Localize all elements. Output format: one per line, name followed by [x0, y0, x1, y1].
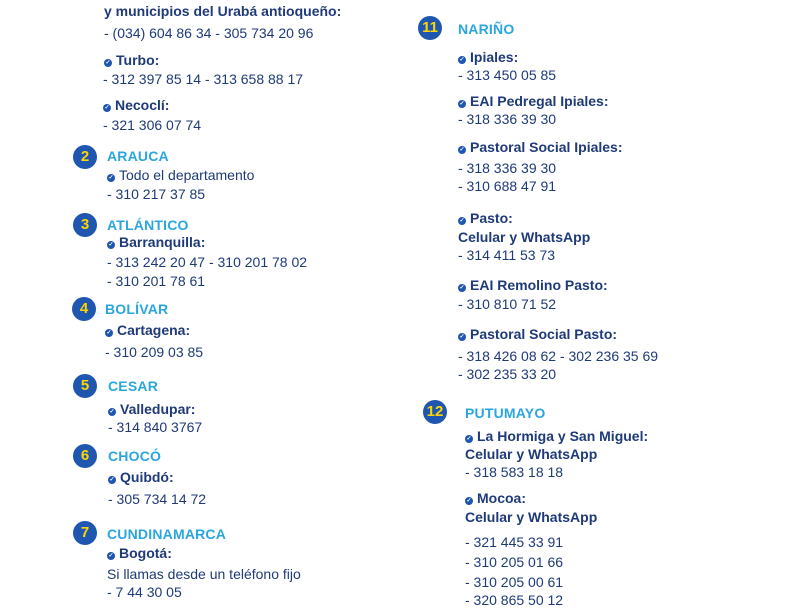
- pasto-phone: - 314 411 53 73: [458, 247, 556, 263]
- arauca-phone: - 310 217 37 85: [107, 186, 206, 202]
- putumayo-title: PUTUMAYO: [465, 405, 546, 421]
- section-number-badge: 11: [418, 16, 442, 40]
- cartagena-label: [105, 322, 190, 338]
- quibdo-label: [108, 469, 174, 485]
- arauca-title: ARAUCA: [107, 148, 169, 164]
- pasto-label-text: Pasto:: [470, 210, 513, 226]
- pastoral-pasto-label: [458, 326, 617, 342]
- remolino-label: [458, 277, 608, 293]
- check-circle-icon: ✓: [459, 285, 465, 291]
- remolino-label-text: EAI Remolino Pasto:: [470, 277, 608, 293]
- cundinamarca-note: Si llamas desde un teléfono fijo: [107, 566, 301, 582]
- hormiga-sub: Celular y WhatsApp: [465, 446, 598, 462]
- mocoa-phone-4: - 320 865 50 12: [465, 592, 564, 608]
- pastoral-pasto-phone-1: - 318 426 08 62 - 302 236 35 69: [458, 348, 659, 364]
- atlantico-title: ATLÁNTICO: [107, 217, 189, 233]
- uraba-title: y municipios del Urabá antioqueño:: [104, 3, 342, 19]
- ipiales-label-text: Ipiales:: [470, 49, 519, 65]
- valledupar-label-text: Valledupar:: [120, 401, 196, 417]
- pedregal-label: [458, 93, 609, 109]
- choco-title: CHOCÓ: [108, 448, 162, 464]
- necocli-label: [103, 97, 169, 113]
- pastoral-ipiales-label-text: Pastoral Social Ipiales:: [470, 139, 623, 155]
- pastoral-ipiales-phone-2: - 310 688 47 91: [458, 178, 557, 194]
- check-circle-icon: ✓: [459, 218, 465, 224]
- mocoa-phone-1: - 321 445 33 91: [465, 534, 564, 550]
- check-circle-icon: ✓: [459, 334, 465, 340]
- atlantico-phone-1: - 313 242 20 47 - 310 201 78 02: [107, 254, 308, 270]
- mocoa-label: [465, 490, 526, 506]
- cundinamarca-title: CUNDINAMARCA: [107, 526, 227, 542]
- section-number-badge: 7: [73, 521, 97, 545]
- pasto-sub: Celular y WhatsApp: [458, 229, 591, 245]
- section-number-badge: 12: [423, 400, 447, 424]
- pastoral-pasto-label-text: Pastoral Social Pasto:: [470, 326, 618, 342]
- check-circle-icon: ✓: [459, 147, 465, 153]
- mocoa-phone-3: - 310 205 00 61: [465, 574, 564, 590]
- section-number-badge: 4: [72, 297, 96, 321]
- pastoral-ipiales-label: [458, 139, 623, 155]
- necocli-phone: - 321 306 07 74: [103, 117, 202, 133]
- ipiales-phone: - 313 450 05 85: [458, 67, 557, 83]
- bogota-label-text: Bogotá:: [119, 545, 172, 561]
- section-number-badge: 5: [73, 374, 97, 398]
- pedregal-phone: - 318 336 39 30: [458, 111, 557, 127]
- cesar-title: CESAR: [108, 378, 159, 394]
- bogota-label: [107, 545, 172, 561]
- mocoa-sub: Celular y WhatsApp: [465, 509, 598, 525]
- barranquilla-label: [107, 234, 205, 250]
- pastoral-ipiales-phone-1: - 318 336 39 30: [458, 160, 557, 176]
- turbo-phone: - 312 397 85 14 - 313 658 88 17: [103, 71, 304, 87]
- pasto-label: [458, 210, 513, 226]
- hormiga-phone: - 318 583 18 18: [465, 464, 564, 480]
- check-circle-icon: ✓: [108, 175, 114, 181]
- section-number-badge: 2: [73, 145, 97, 169]
- cesar-phone: - 314 840 3767: [108, 419, 203, 435]
- pastoral-pasto-phone-2: - 302 235 33 20: [458, 366, 557, 382]
- check-circle-icon: ✓: [466, 436, 472, 442]
- check-circle-icon: ✓: [459, 57, 465, 63]
- mocoa-phone-2: - 310 205 01 66: [465, 554, 564, 570]
- ipiales-label: [458, 49, 518, 65]
- check-circle-icon: ✓: [104, 105, 110, 111]
- narino-title: NARIÑO: [458, 21, 515, 37]
- pedregal-label-text: EAI Pedregal Ipiales:: [470, 93, 609, 109]
- section-number-badge: 6: [73, 444, 97, 468]
- mocoa-label-text: Mocoa:: [477, 490, 526, 506]
- barranquilla-label-text: Barranquilla:: [119, 234, 206, 250]
- necocli-label-text: Necoclí:: [115, 97, 170, 113]
- valledupar-label: [108, 401, 195, 417]
- turbo-label: [104, 52, 159, 68]
- section-number-badge: 3: [73, 213, 97, 237]
- check-circle-icon: ✓: [109, 477, 115, 483]
- cartagena-label-text: Cartagena:: [117, 322, 191, 338]
- bolivar-phone: - 310 209 03 85: [105, 344, 204, 360]
- hormiga-label-text: La Hormiga y San Miguel:: [477, 428, 649, 444]
- check-circle-icon: ✓: [106, 330, 112, 336]
- quibdo-label-text: Quibdó:: [120, 469, 174, 485]
- check-circle-icon: ✓: [109, 409, 115, 415]
- check-circle-icon: ✓: [108, 242, 114, 248]
- check-circle-icon: ✓: [108, 553, 114, 559]
- check-circle-icon: ✓: [105, 60, 111, 66]
- atlantico-phone-2: - 310 201 78 61: [107, 273, 206, 289]
- uraba-phone: - (034) 604 86 34 - 305 734 20 96: [104, 25, 314, 41]
- remolino-phone: - 310 810 71 52: [458, 296, 557, 312]
- bolivar-title: BOLÍVAR: [105, 301, 169, 317]
- turbo-label-text: Turbo:: [116, 52, 160, 68]
- cundinamarca-phone: - 7 44 30 05: [107, 584, 182, 600]
- choco-phone: - 305 734 14 72: [108, 491, 207, 507]
- hormiga-label: [465, 428, 648, 444]
- check-circle-icon: ✓: [466, 498, 472, 504]
- check-circle-icon: ✓: [459, 101, 465, 107]
- arauca-line: [107, 167, 254, 183]
- arauca-line-text: Todo el departamento: [119, 167, 255, 183]
